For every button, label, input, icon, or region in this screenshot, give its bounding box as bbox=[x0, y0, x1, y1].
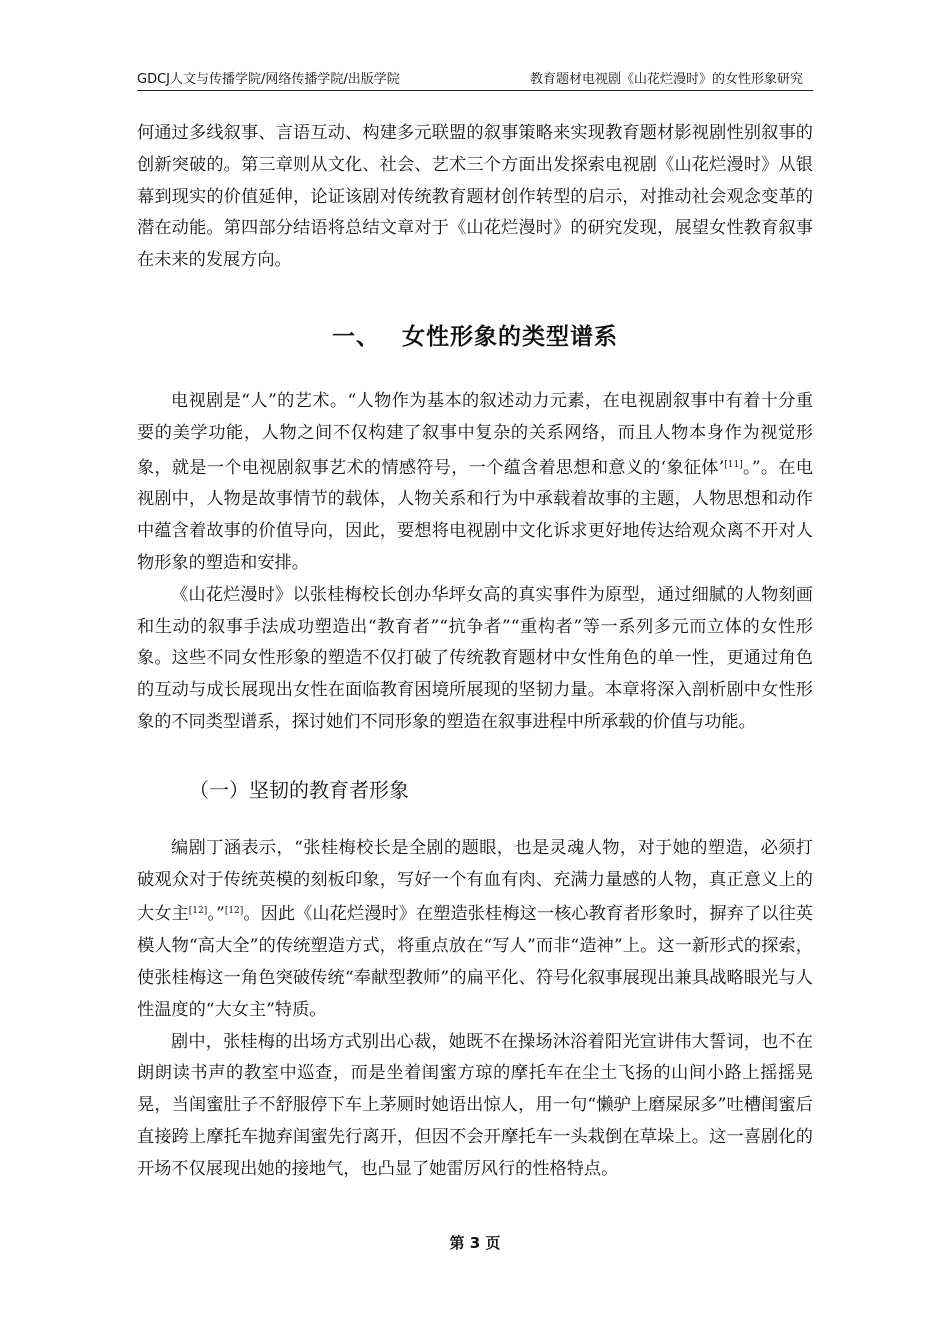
chapter-paragraph-2: 《山花烂漫时》以张桂梅校长创办华坪女高的真实事件为原型，通过细腻的人物刻画和生动的叙事手法成功塑造出“教育者”“抗争者”“重构者”等一系列多元而立体的女性形象。这些不同女性形象的塑造不仅打破了传统教育题材中女性角色的单一性，更通过角色的互动与成长展现出女性在面临教育困境所展现的坚韧力量。本章将深入剖析剧中女性形象的不同类型谱系，探讨她们不同形象的塑造在叙事进程中所承载的价值与功能。 bbox=[137, 584, 813, 732]
section-paragraph-1 bbox=[137, 833, 813, 1027]
paragraph-text: 。” bbox=[207, 904, 225, 925]
chapter-number: 一、 bbox=[332, 323, 380, 350]
intro-paragraph: 何通过多线叙事、言语互动、构建多元联盟的叙事策略来实现教育题材影视剧性别叙事的创新突破的。第三章则从文化、社会、艺术三个方面出发探索电视剧《山花烂漫时》从银幕到现实的价值延伸，论证该剧对传统教育题材创作转型的启示，对推动社会观念变革的潜在动能。第四部分结语将总结文章对于《山花烂漫时》的研究发现，展望女性教育叙事在未来的发展方向。 bbox=[137, 123, 813, 271]
section-paragraph-2: 剧中，张桂梅的出场方式别出心裁，她既不在操场沐浴着阳光宣讲伟大誓词，也不在朗朗读书声的教室中巡查，而是坐着闺蜜方琼的摩托车在尘土飞扬的山间小路上摇摇晃晃，当闺蜜肚子不舒服停下车上茅厕时她语出惊人，用一句“懒驴上磨屎尿多”吐槽闺蜜后直接跨上摩托车抛弃闺蜜先行离开，但因不会开摩托车一头栽倒在草垛上。这一喜剧化的开场不仅展现出她的接地气，也凸显了她雷厉风行的性格特点。 bbox=[137, 1031, 813, 1179]
citation-ref: [12] bbox=[188, 906, 208, 917]
header-thesis-title: 教育题材电视剧《山花烂漫时》的女性形象研究 bbox=[529, 72, 803, 87]
citation-ref: [12] bbox=[224, 906, 244, 917]
citation-ref: [11] bbox=[724, 459, 743, 470]
paragraph-text: 。因此《山花烂漫时》在塑造张桂梅这一核心教育者形象时，摒弃了以往英模人物“高大全”的传统塑造方式，将重点放在“写人”而非“造神”上。这一新形式的探索，使张桂梅这一角色突破传统“奉献型教师”的扁平化、符号化叙事展现出兼具战略眼光与人性温度的“大女主”特质。 bbox=[137, 904, 813, 1020]
header-divider bbox=[137, 90, 813, 91]
running-header bbox=[137, 66, 813, 88]
header-institution: GDCJ人文与传播学院/网络传播学院/出版学院 bbox=[137, 72, 400, 87]
section-heading: （一）坚韧的教育者形象 bbox=[189, 777, 409, 802]
paragraph-text: 电视剧是“人”的艺术。“人物作为基本的叙述动力元素，在电视剧叙事中有着十分重要的美学功能，人物之间不仅构建了叙事中复杂的关系网络，而且人物本身作为视觉形象，就是一个电视剧叙事艺术的情感符号，一个蕴含着思想和意义的‘象征体’ bbox=[137, 390, 813, 478]
chapter-title: 女性形象的类型谱系 bbox=[402, 323, 618, 350]
page-number: 第 3 页 bbox=[449, 1234, 501, 1252]
chapter-heading bbox=[137, 318, 813, 351]
page-body bbox=[137, 118, 813, 1186]
paragraph-text: 编剧丁涵表示，“张桂梅校长是全剧的题眼，也是灵魂人物，对于她的塑造，必须打破观众对于传统英模的刻板印象，写好一个有血有肉、充满力量感的人物，真正意义上的大女主 bbox=[137, 837, 813, 925]
paragraph-text: 。”。在电视剧中，人物是故事情节的载体，人物关系和行为中承载着故事的主题，人物思想和动作中蕴含着故事的价值导向，因此，要想将电视剧中文化诉求更好地传达给观众离不开对人物形象的塑造和安排。 bbox=[137, 457, 813, 573]
chapter-paragraph-1 bbox=[137, 386, 813, 580]
